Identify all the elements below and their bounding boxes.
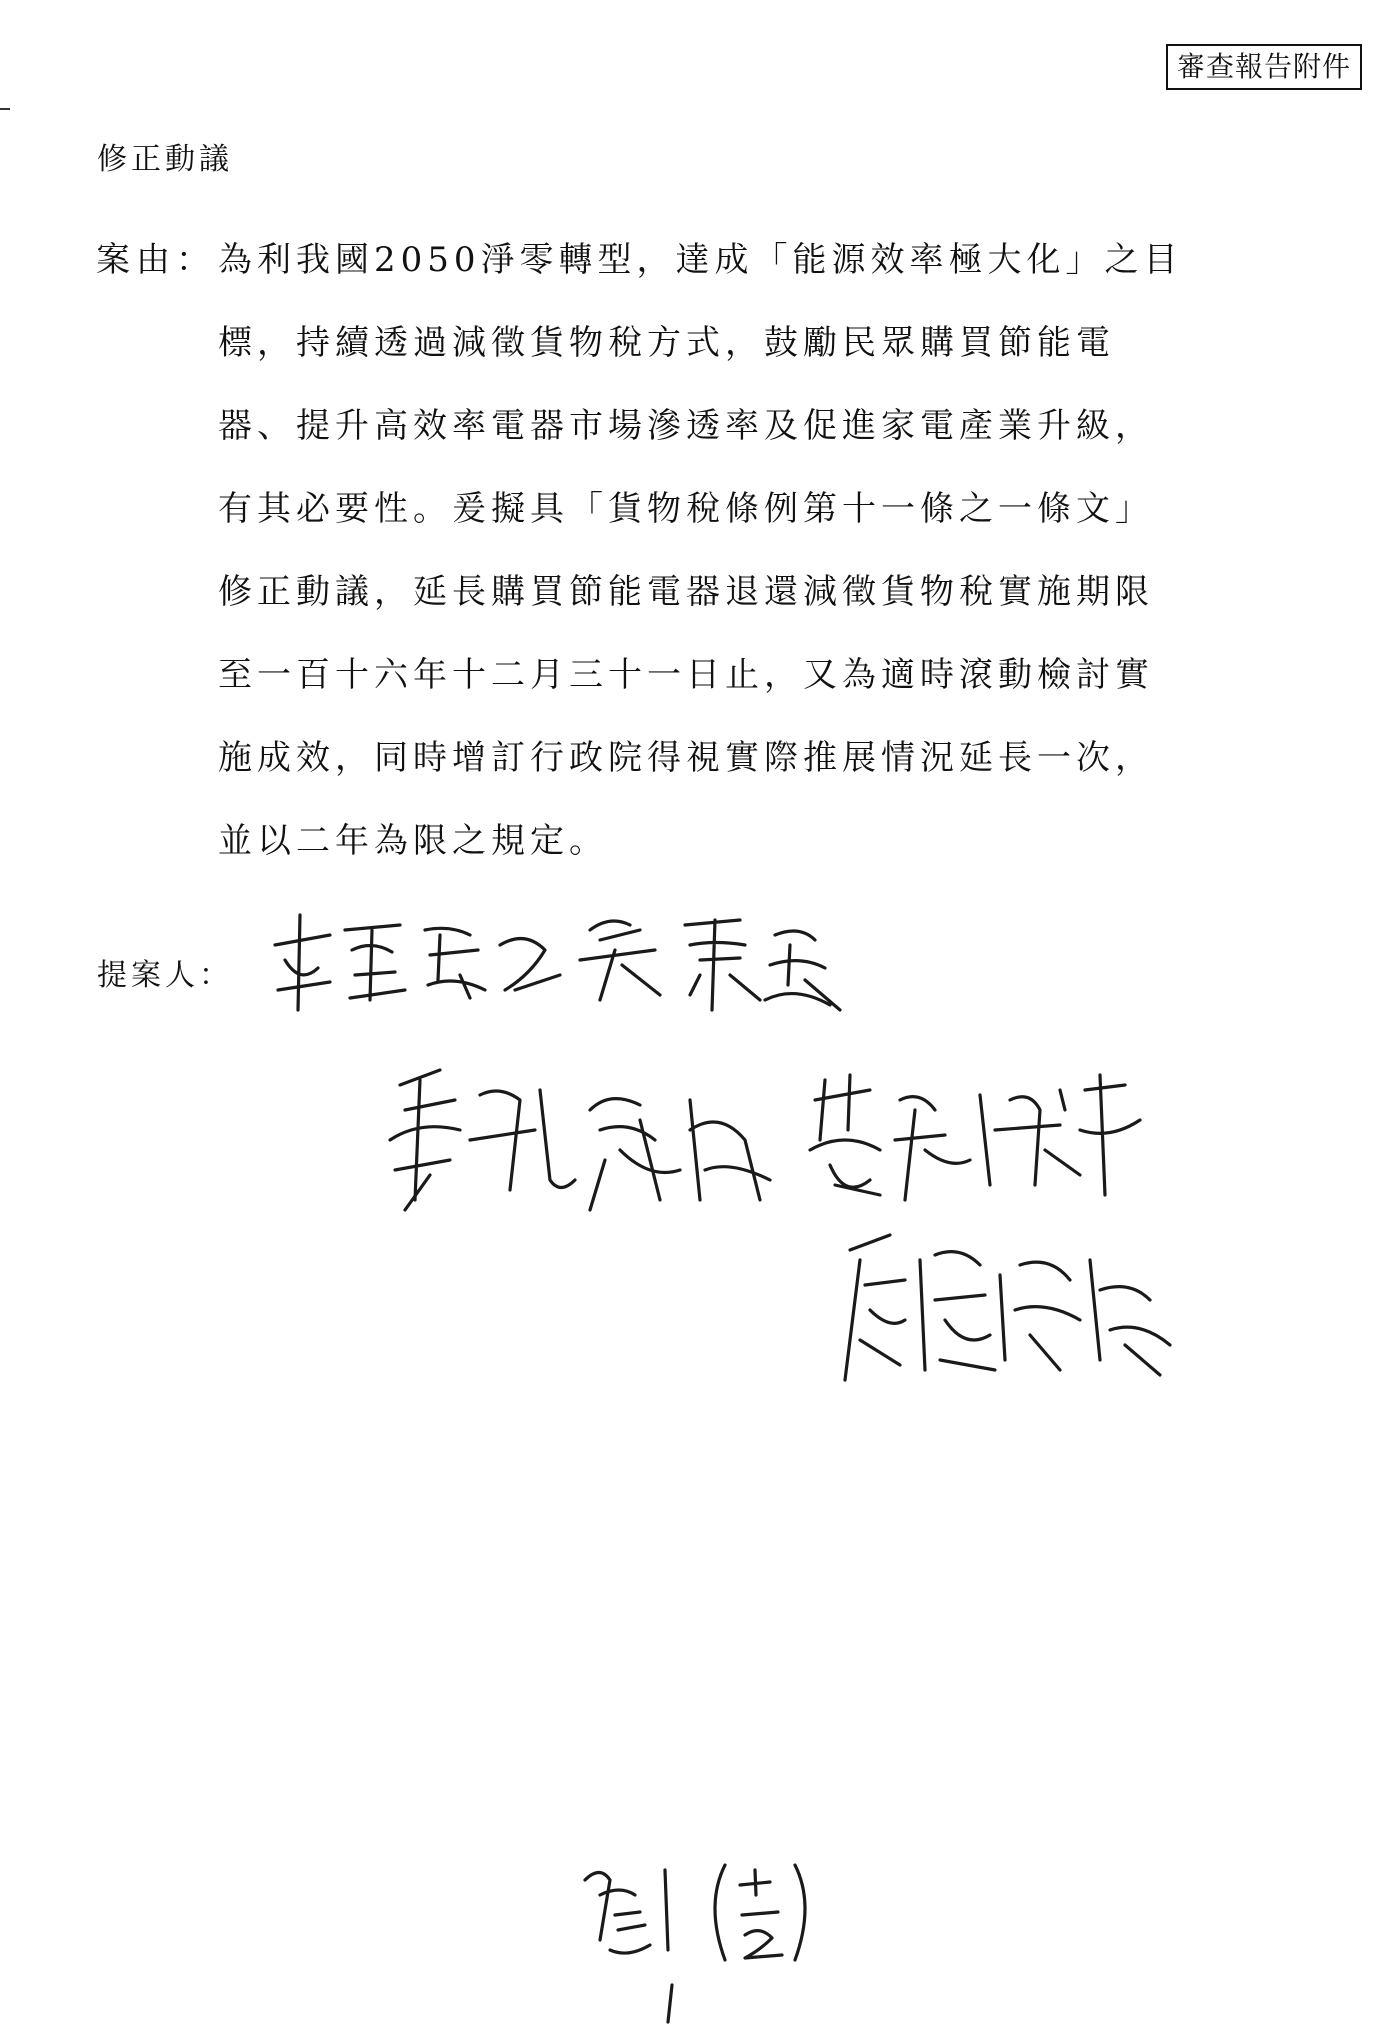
reason-text-line: 修正動議，延長購買節能電器退還減徵貨物稅實施期限 [218,572,1154,612]
handwritten-page-mark [585,1865,805,1960]
signature-1 [275,915,560,1010]
reason-label: 案由： [96,240,216,280]
handwritten-page-number [668,1985,672,2022]
proposer-label: 提案人： [97,958,233,993]
attachment-stamp: 審查報告附件 [1166,44,1362,90]
reason-text-line: 至一百十六年十二月三十一日止，又為適時滾動檢討實 [218,655,1154,695]
reason-text-line: 器、提升高效率電器市場滲透率及促進家電產業升級， [218,406,1154,446]
reason-text-line: 施成效，同時增訂行政院得視實際推展情況延長一次， [218,738,1154,778]
document-title: 修正動議 [97,142,233,177]
reason-text-line: 為利我國2050淨零轉型，達成「能源效率極大化」之目 [218,240,1183,280]
signature-3 [390,1070,770,1210]
reason-text-line: 標，持續透過減徵貨物稅方式，鼓勵民眾購買節能電 [218,323,1115,363]
reason-text-line: 並以二年為限之規定。 [218,821,608,861]
signature-5 [845,1235,1170,1380]
signature-4 [810,1075,1140,1200]
signature-2 [580,920,840,1010]
reason-text-line: 有其必要性。爰擬具「貨物稅條例第十一條之一條文」 [218,489,1154,529]
